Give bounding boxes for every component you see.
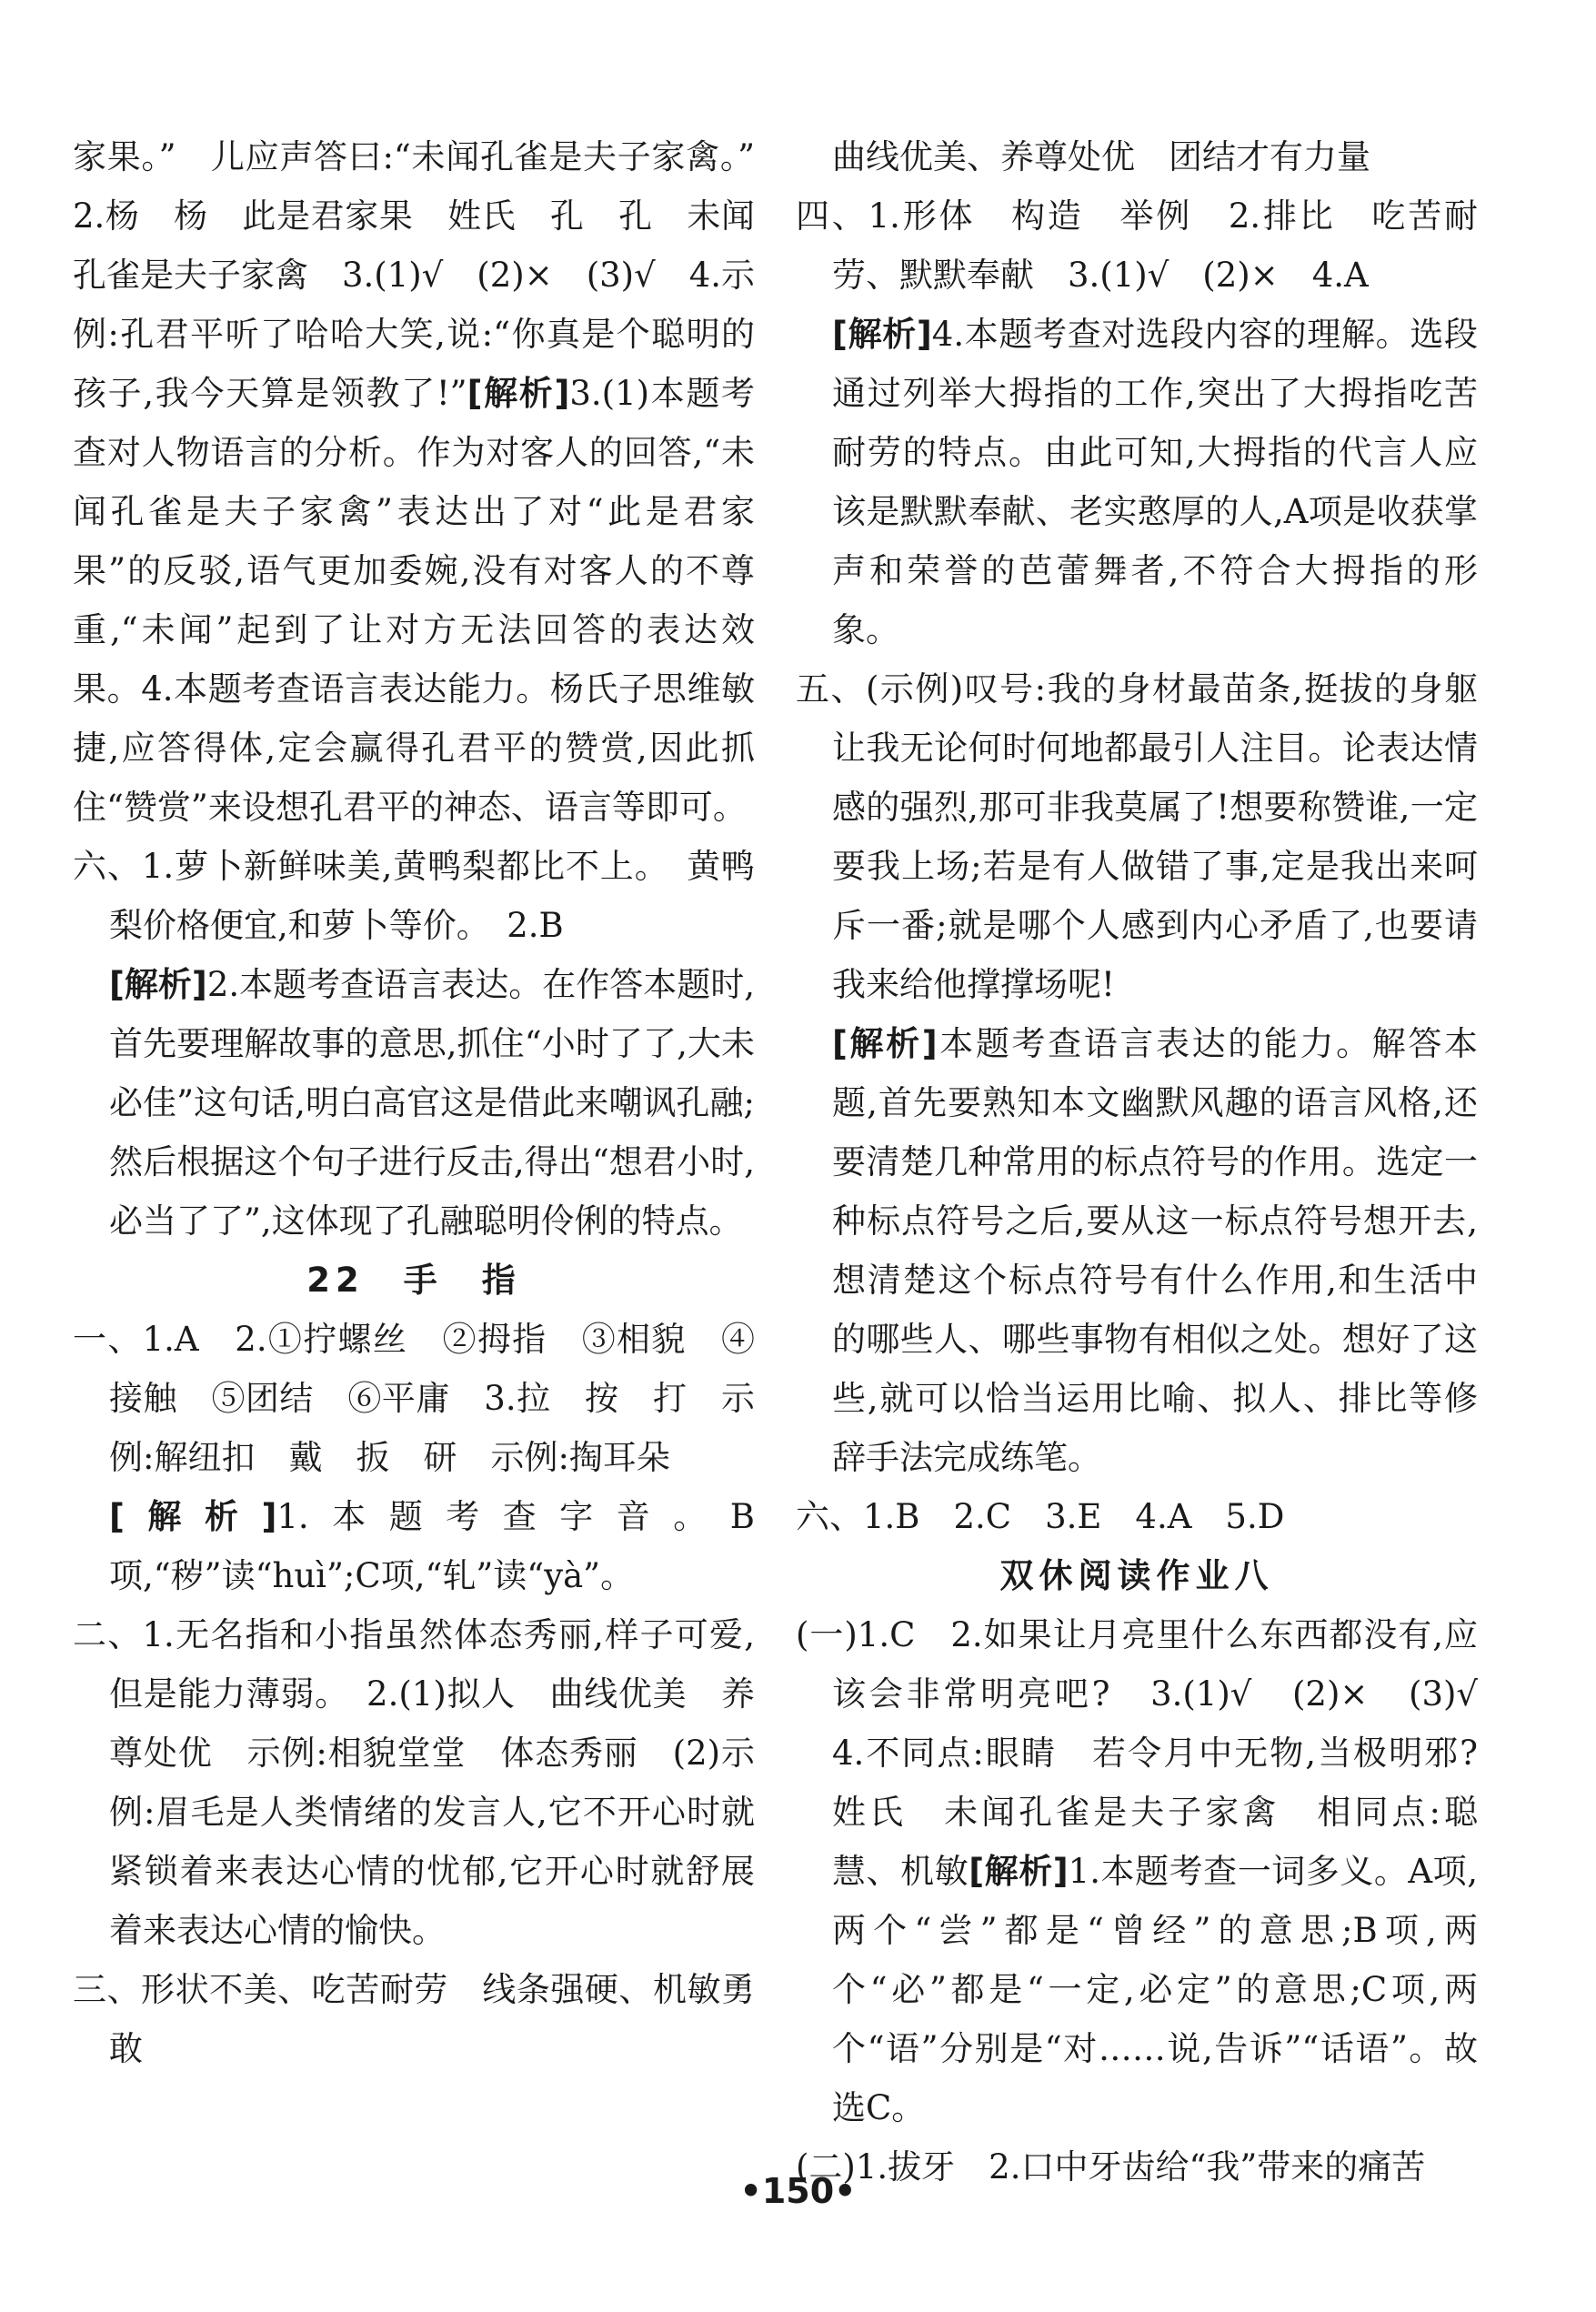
analysis-text: 本题考查语言表达的能力。解答本题,首先要熟知本文幽默风趣的语言风格,还要清楚几种常用的标点符号的作用。选定一种标点符号之后,要从这一标点符号想开去,想清楚这个标点符号有什么作用,和生活中的哪些人、哪些事物有相似之处。想好了这些,就可以恰当运用比喻、拟人、排比等修辞手法完成练笔。 — [832, 1024, 1478, 1477]
analysis-text: 1.本题考查一词多义。A项,两个“尝”都是“曾经”的意思;B项,两个“必”都是“一定,必定”的意思;C项,两个“语”分别是“对……说,告诉”“话语”。故选C。 — [832, 1852, 1478, 2127]
analysis-text: 4.本题考查对选段内容的理解。选段通过列举大拇指的工作,突出了大拇指吃苦耐劳的特点。由此可知,大拇指的代言人应该是默默奉献、老实憨厚的人,A项是收获掌声和荣誉的芭蕾舞者,不符合大拇指的形象。 — [832, 315, 1478, 649]
analysis-tag: [解析] — [832, 1024, 938, 1063]
answer-paragraph: 五、(示例)叹号:我的身材最苗条,挺拔的身躯让我无论何时何地都最引人注目。论表达情感的强烈,那可非我莫属了!想要称赞谁,一定要我上场;若是有人做错了事,定是我出来呵斥一番;就是哪个人感到内心矛盾了,也要请我来给他撑撑场呢! — [796, 669, 1478, 1004]
answer-paragraph: (二)1.拔牙 2.口中牙齿给“我”带来的痛苦 — [796, 2147, 1426, 2186]
answer-paragraph: 四、1.形体 构造 举例 2.排比 吃苦耐劳、默默奉献 3.(1)√ (2)× 4.A — [796, 196, 1478, 295]
analysis-tag: [解析] — [109, 965, 207, 1004]
analysis-paragraph — [73, 955, 755, 1251]
analysis-tag: [解析] — [832, 315, 932, 354]
right-column — [796, 127, 1511, 2196]
answer-paragraph: 曲线优美、养尊处优 团结才有力量 — [832, 137, 1370, 176]
answer-paragraph: 二、1.无名指和小指虽然体态秀丽,样子可爱,但是能力薄弱。 2.(1)拟人 曲线优美 养尊处优 示例:相貌堂堂 体态秀丽 (2)示例:眉毛是人类情绪的发言人,它不开心时就紧锁着来表达心情的忧郁,它开心时就舒展着来表达心情的愉快。 — [73, 1615, 755, 1950]
analysis-tag: [解析] — [109, 1497, 277, 1536]
section-title: 22 手 指 — [306, 1261, 521, 1300]
answer-text: 家果。” 儿应声答曰:“未闻孔雀是夫子家禽。” 2.杨 杨 此是君家果 姓氏 孔 孔 未闻孔雀是夫子家禽 3.(1)√ (2)× (3)√ 4.示例:孔君平听了哈哈大笑,说:“你真是个聪明的孩子,我今天算是领教了!” — [73, 137, 788, 413]
analysis-paragraph — [796, 1014, 1478, 1487]
analysis-text: 2.本题考查语言表达。在作答本题时,首先要理解故事的意思,抓住“小时了了,大未必佳”这句话,明白高官这是借此来嘲讽孔融;然后根据这个句子进行反击,得出“想君小时,必当了了”,这体现了孔融聪明伶俐的特点。 — [109, 965, 755, 1241]
answer-paragraph: 六、1.萝卜新鲜味美,黄鸭梨都比不上。 黄鸭梨价格便宜,和萝卜等价。 2.B — [73, 847, 755, 945]
answer-text: (一)1.C 2.如果让月亮里什么东西都没有,应该会非常明亮吧? 3.(1)√ (2)× (3)√ 4.不同点:眼睛 若令月中无物,当极明邪? 姓氏 未闻孔雀是夫子家禽 相同点:聪慧、机敏 — [796, 1615, 1511, 1891]
page-number: •150• — [739, 2171, 857, 2211]
left-column — [73, 127, 788, 2078]
answer-paragraph — [73, 127, 788, 837]
analysis-text: 3.(1)本题考查对人物语言的分析。作为对客人的回答,“未闻孔雀是夫子家禽”表达出了对“此是君家果”的反驳,语气更加委婉,没有对客人的不尊重,“未闻”起到了让对方无法回答的表达效果。4.本题考查语言表达能力。杨氏子思维敏捷,应答得体,定会赢得孔君平的赞赏,因此抓住“赞赏”来设想孔君平的神态、语言等即可。 — [73, 374, 755, 827]
answer-paragraph: 六、1.B 2.C 3.E 4.A 5.D — [796, 1497, 1285, 1536]
analysis-paragraph — [73, 1487, 755, 1605]
answer-paragraph: 一、1.A 2.①拧螺丝 ②拇指 ③相貌 ④接触 ⑤团结 ⑥平庸 3.拉 按 打 示例:解纽扣 戴 扳 研 示例:掏耳朵 — [73, 1320, 755, 1477]
analysis-tag: [解析] — [969, 1852, 1069, 1891]
analysis-text: 1.本题考查字音。B项,“秽”读“huì”;C项,“轧”读“yà”。 — [109, 1497, 755, 1595]
answer-paragraph: 三、形状不美、吃苦耐劳 线条强硬、机敏勇敢 — [73, 1970, 755, 2068]
analysis-tag: [解析] — [467, 374, 570, 413]
section-title: 双休阅读作业八 — [999, 1556, 1274, 1595]
analysis-paragraph — [796, 305, 1478, 659]
answer-paragraph — [796, 1605, 1511, 2137]
